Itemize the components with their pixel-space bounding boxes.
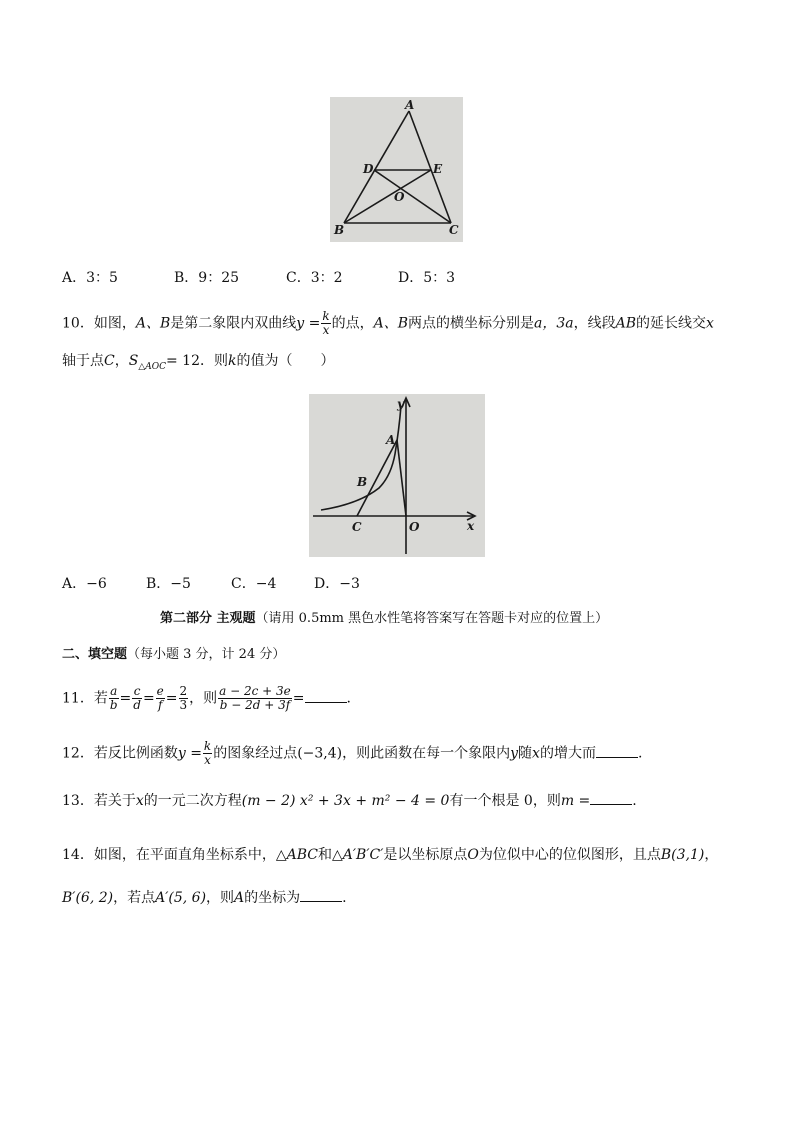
label-a-point: A — [386, 433, 396, 447]
q11-end: . — [346, 690, 351, 707]
label-e: E — [433, 162, 443, 176]
q10-text-6: 轴于点 — [62, 353, 104, 369]
section2-note: （每小题 3 分，计 24 分） — [127, 647, 286, 662]
q13 — [62, 790, 637, 811]
q10-option-b: B．−5 — [146, 576, 191, 592]
hyperbola-diagram — [309, 394, 485, 557]
label-d: D — [363, 162, 374, 176]
q14-answer-blank[interactable] — [300, 887, 342, 902]
q10-ab-2: A、B — [373, 315, 409, 332]
q14-point-a-prime: A′(5, 6) — [155, 890, 207, 906]
label-y-axis: y — [397, 397, 404, 411]
q11-frac-a-b: $\frac{a}{b}$ — [109, 684, 118, 712]
q12-y-eq: y = — [177, 745, 202, 762]
q13-prefix: 13．若关于 — [62, 793, 136, 809]
q10-line2 — [62, 351, 334, 377]
q10-s-sub: △AOC — [138, 361, 166, 372]
q14-text-3: ，若点 — [113, 890, 156, 906]
q9-option-d: D．5：3 — [398, 270, 456, 286]
q12-text-3: 随 — [518, 745, 533, 762]
label-c: C — [449, 223, 459, 237]
q10-option-c: C．−4 — [231, 576, 277, 592]
label-c-point: C — [352, 520, 362, 534]
q11 — [62, 685, 351, 712]
part2-note: （请用 0.5mm 黑色水性笔将答案写在答题卡对应的位置上） — [255, 611, 609, 626]
q10-fraction: $\frac{k}{x}$ — [322, 309, 330, 337]
q12-point: (−3,4) — [297, 745, 343, 762]
q12-text-1: 的图象经过点 — [213, 745, 298, 762]
q11-eq-4: = — [292, 690, 305, 707]
q10-s-val: = 12 — [166, 353, 200, 369]
q12-text-2: ，则此函数在每一个象限内 — [342, 745, 511, 762]
q10-option-d: D．−3 — [314, 576, 360, 592]
q12-x: x — [532, 745, 540, 762]
q14-o: O — [467, 847, 479, 863]
q10-text-8: ．则 — [200, 353, 228, 369]
q10-text-9: 的值为（ ） — [236, 353, 335, 369]
q14-point-b-prime: B′(6, 2) — [62, 890, 114, 906]
q11-prefix: 11．若 — [62, 690, 108, 707]
triangle-figure — [330, 97, 463, 242]
q13-text-2: 有一个根是 0，则 — [449, 793, 561, 809]
q14-and: 和 — [317, 847, 332, 863]
q14-text-2: 为位似中心的位似图形，且点 — [478, 847, 661, 863]
section2-title: 二、填空题 — [62, 647, 128, 662]
q14-text-1: 是以坐标原点 — [383, 847, 468, 863]
q10-ab: A、B — [135, 315, 171, 332]
q10-s: S — [128, 353, 139, 369]
q11-answer-blank[interactable] — [305, 688, 347, 703]
q12-prefix: 12．若反比例函数 — [62, 745, 178, 762]
q10-option-a: A．−6 — [62, 576, 107, 592]
q14-prefix: 14．如图，在平面直角坐标系中， — [62, 847, 276, 863]
q12-y: y — [510, 745, 519, 762]
q12-answer-blank[interactable] — [596, 743, 638, 758]
q13-end: . — [632, 793, 637, 809]
q14-a: A — [234, 890, 245, 906]
q11-eq-1: = — [119, 690, 132, 707]
q10-y-eq: y = — [296, 315, 321, 332]
q10-text-3: 两点的横坐标分别是 — [408, 315, 535, 332]
q10-a-values: a，3a — [534, 315, 574, 332]
q14-triangle-abc-prime: △A′B′C′ — [331, 847, 384, 863]
label-o-origin: O — [409, 520, 420, 534]
label-x-axis: x — [467, 519, 475, 533]
q10-x: x — [706, 315, 714, 332]
q10-text-7: ， — [114, 353, 129, 369]
triangle-diagram — [330, 97, 463, 242]
section2-heading — [62, 645, 285, 665]
q13-equation: (m − 2) x² + 3x + m² − 4 = 0 — [241, 793, 450, 809]
label-b: B — [334, 223, 345, 237]
q13-text-1: 的一元二次方程 — [143, 793, 242, 809]
q12-fraction: $\frac{k}{x}$ — [203, 739, 212, 767]
q10-prefix: 10．如图， — [62, 315, 136, 332]
q11-frac-e-f: $\frac{e}{f}$ — [156, 684, 164, 712]
q11-eq-3: = — [165, 690, 178, 707]
q14-text-5: 的坐标为 — [244, 890, 301, 906]
q10-line1 — [62, 310, 714, 337]
q13-x: x — [135, 793, 144, 809]
q14-point-b: B(3,1) — [660, 847, 705, 863]
q12-end: . — [637, 745, 643, 762]
q14-end: . — [342, 890, 347, 906]
q14-comma: ， — [704, 847, 719, 863]
q10-text-2: 的点， — [331, 315, 374, 332]
q9-option-c: C．3：2 — [286, 270, 343, 286]
q10-text-4: ，线段 — [573, 315, 616, 332]
part2-heading — [160, 609, 608, 629]
q10-c: C — [104, 353, 115, 369]
q11-frac-expr: $\frac{a - 2c + 3e}{b - 2d + 3f}$ — [219, 684, 291, 712]
label-o: O — [394, 190, 405, 204]
label-a: A — [405, 98, 415, 112]
q10-text-1: 是第二象限内双曲线 — [170, 315, 297, 332]
q10-k: k — [228, 353, 237, 369]
hyperbola-figure — [309, 394, 485, 557]
label-b-point: B — [357, 475, 368, 489]
q12-text-4: 的增大而 — [539, 745, 596, 762]
q13-answer-blank[interactable] — [590, 790, 632, 805]
q9-option-a: A．3：5 — [62, 270, 118, 286]
q10-ab-3: AB — [615, 315, 637, 332]
q11-text: ，则 — [189, 690, 218, 707]
part2-title: 第二部分 主观题 — [160, 611, 256, 626]
q12 — [62, 740, 642, 767]
q13-m: m = — [560, 793, 591, 809]
q11-frac-2-3: $\frac{2}{3}$ — [179, 684, 188, 712]
q9-option-b: B．9：25 — [174, 270, 240, 286]
q14-line1 — [62, 845, 718, 865]
q11-eq-2: = — [142, 690, 155, 707]
q14-line2 — [62, 887, 347, 908]
q14-text-4: ，则 — [206, 890, 235, 906]
q11-frac-c-d: $\frac{c}{d}$ — [133, 684, 141, 712]
q14-triangle-abc: △ABC — [275, 847, 318, 863]
q10-text-5: 的延长线交 — [636, 315, 707, 332]
